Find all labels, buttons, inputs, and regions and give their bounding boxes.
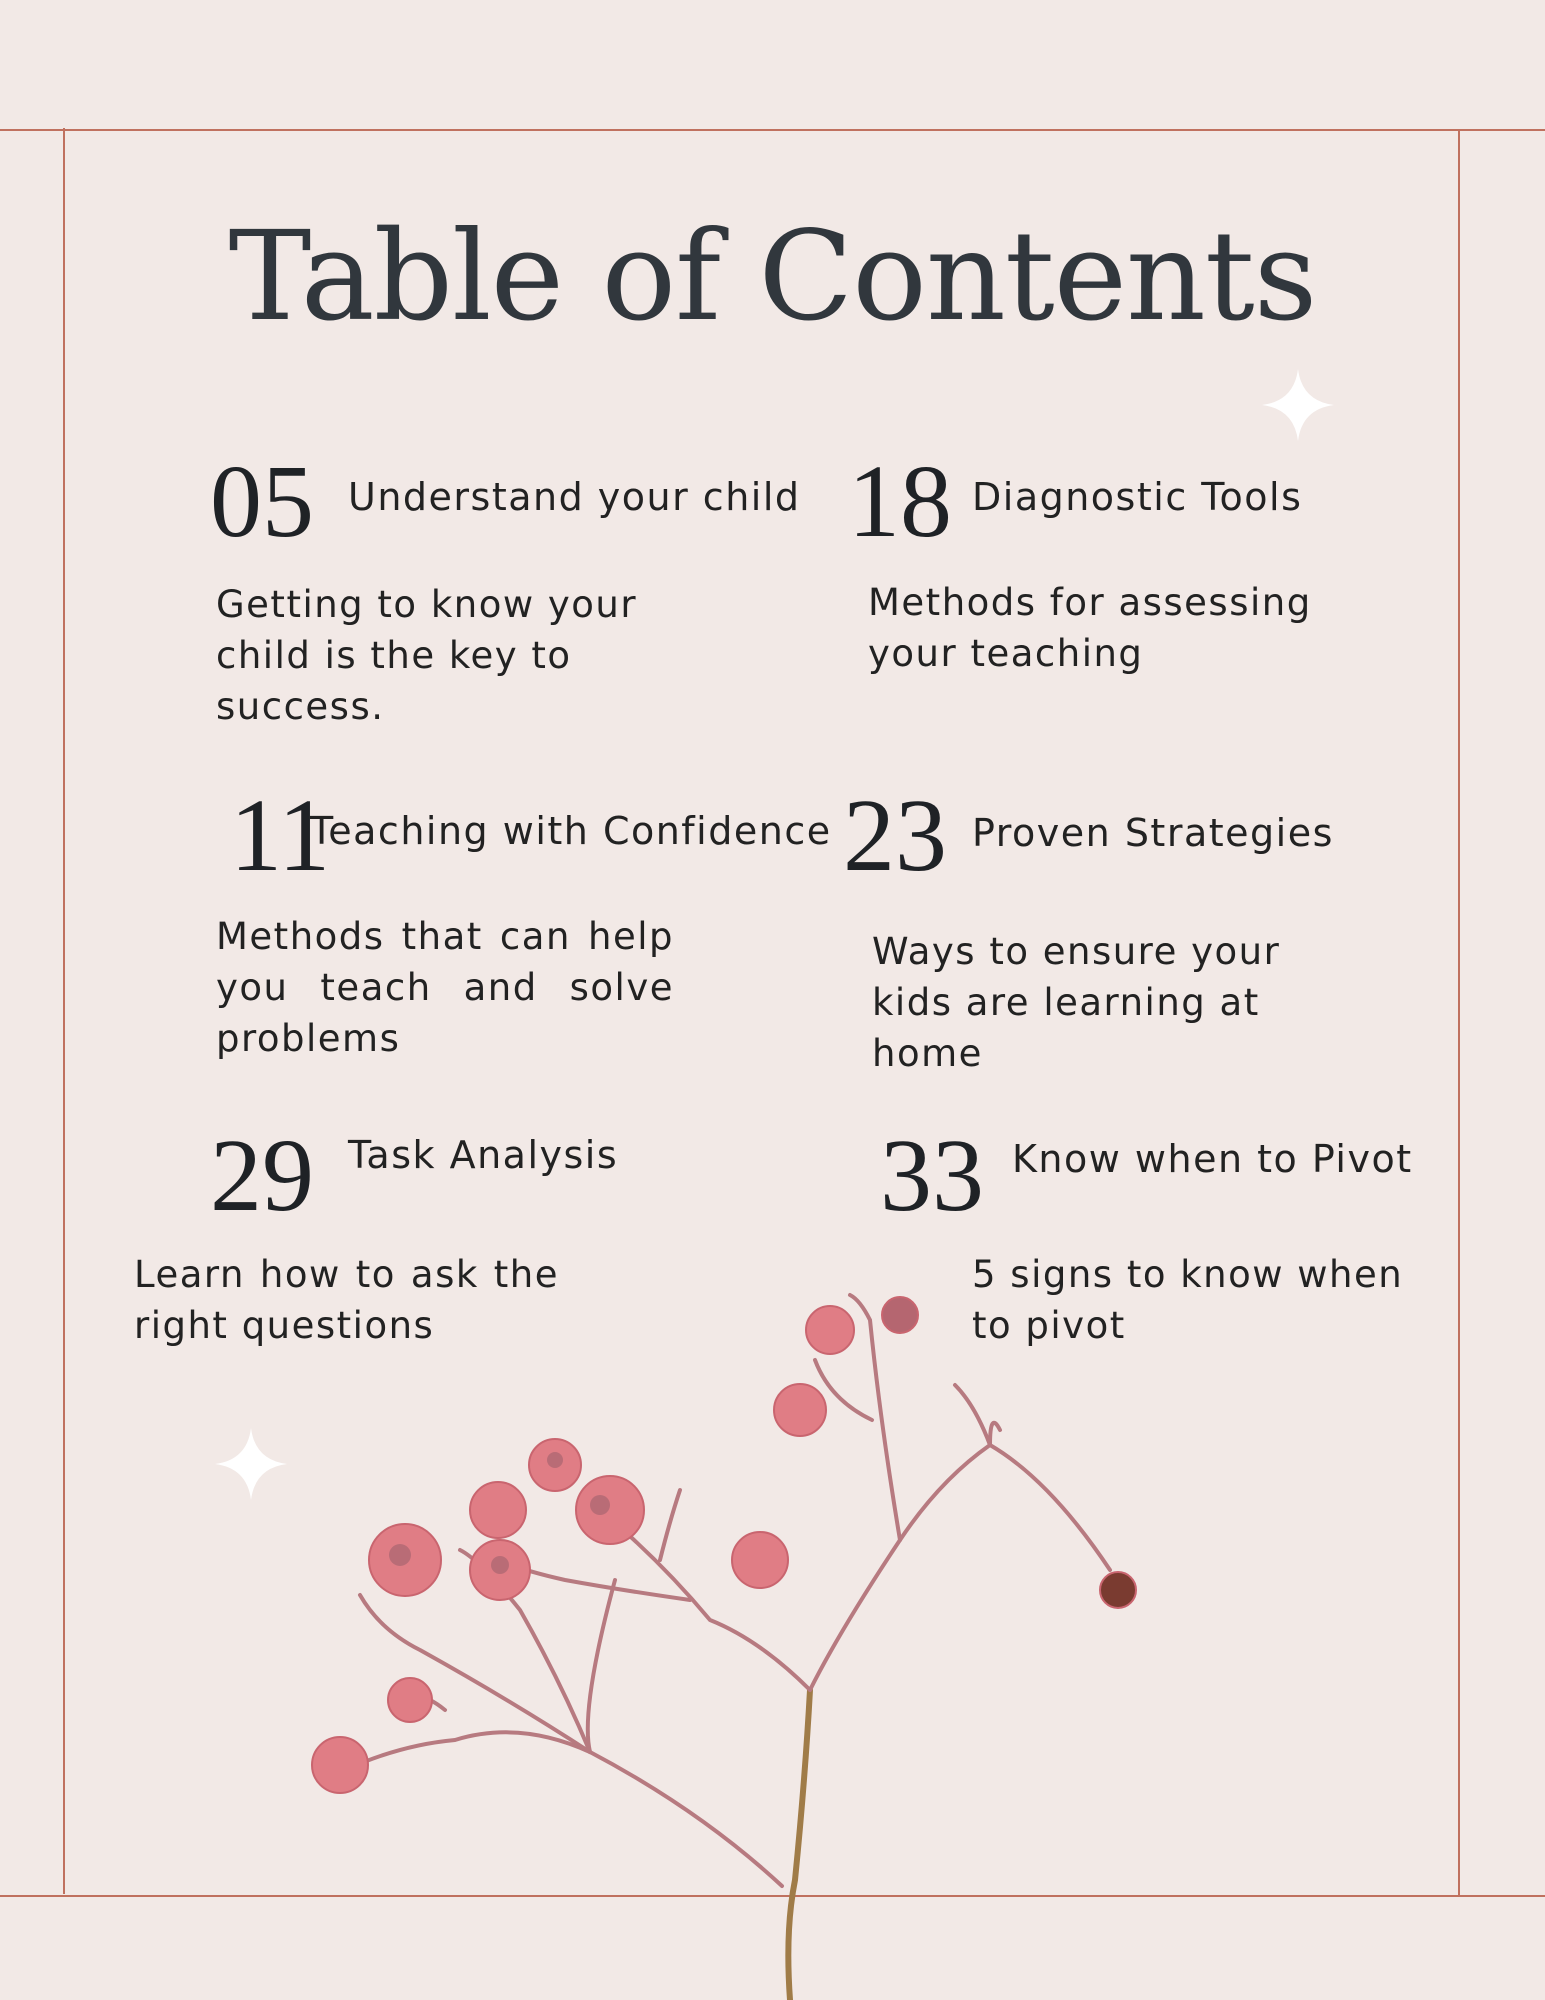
toc-page-number: 18 xyxy=(848,444,952,559)
frame-top-line xyxy=(0,129,1545,131)
toc-page-number: 23 xyxy=(843,778,947,893)
dried-flower-illustration xyxy=(280,1290,1180,2000)
sparkle-icon xyxy=(215,1428,287,1500)
toc-heading: Task Analysis xyxy=(348,1133,619,1177)
frame-left-line xyxy=(63,128,65,1894)
toc-description: Getting to know your child is the key to success. xyxy=(216,583,638,728)
toc-description: 5 signs to know when to pivot xyxy=(972,1253,1404,1347)
toc-page-number: 05 xyxy=(210,444,314,559)
toc-page-number: 33 xyxy=(880,1118,984,1233)
toc-heading: Teaching with Confidence xyxy=(310,809,832,853)
page-title: Table of Contents xyxy=(228,205,1317,349)
toc-page-number: 11 xyxy=(230,778,331,893)
toc-heading: Understand your child xyxy=(348,475,801,519)
toc-heading: Know when to Pivot xyxy=(1012,1137,1413,1181)
sparkle-icon xyxy=(1262,369,1334,441)
toc-description: Learn how to ask the right questions xyxy=(134,1253,559,1347)
toc-heading: Proven Strategies xyxy=(972,811,1334,855)
toc-heading: Diagnostic Tools xyxy=(972,475,1303,519)
toc-page-number: 29 xyxy=(210,1118,314,1233)
toc-description: Methods that can help you teach and solve problems xyxy=(216,915,674,1060)
frame-right-line xyxy=(1458,130,1460,1897)
toc-description: Methods for assessing your teaching xyxy=(868,581,1312,675)
toc-description: Ways to ensure your kids are learning at home xyxy=(872,930,1281,1075)
